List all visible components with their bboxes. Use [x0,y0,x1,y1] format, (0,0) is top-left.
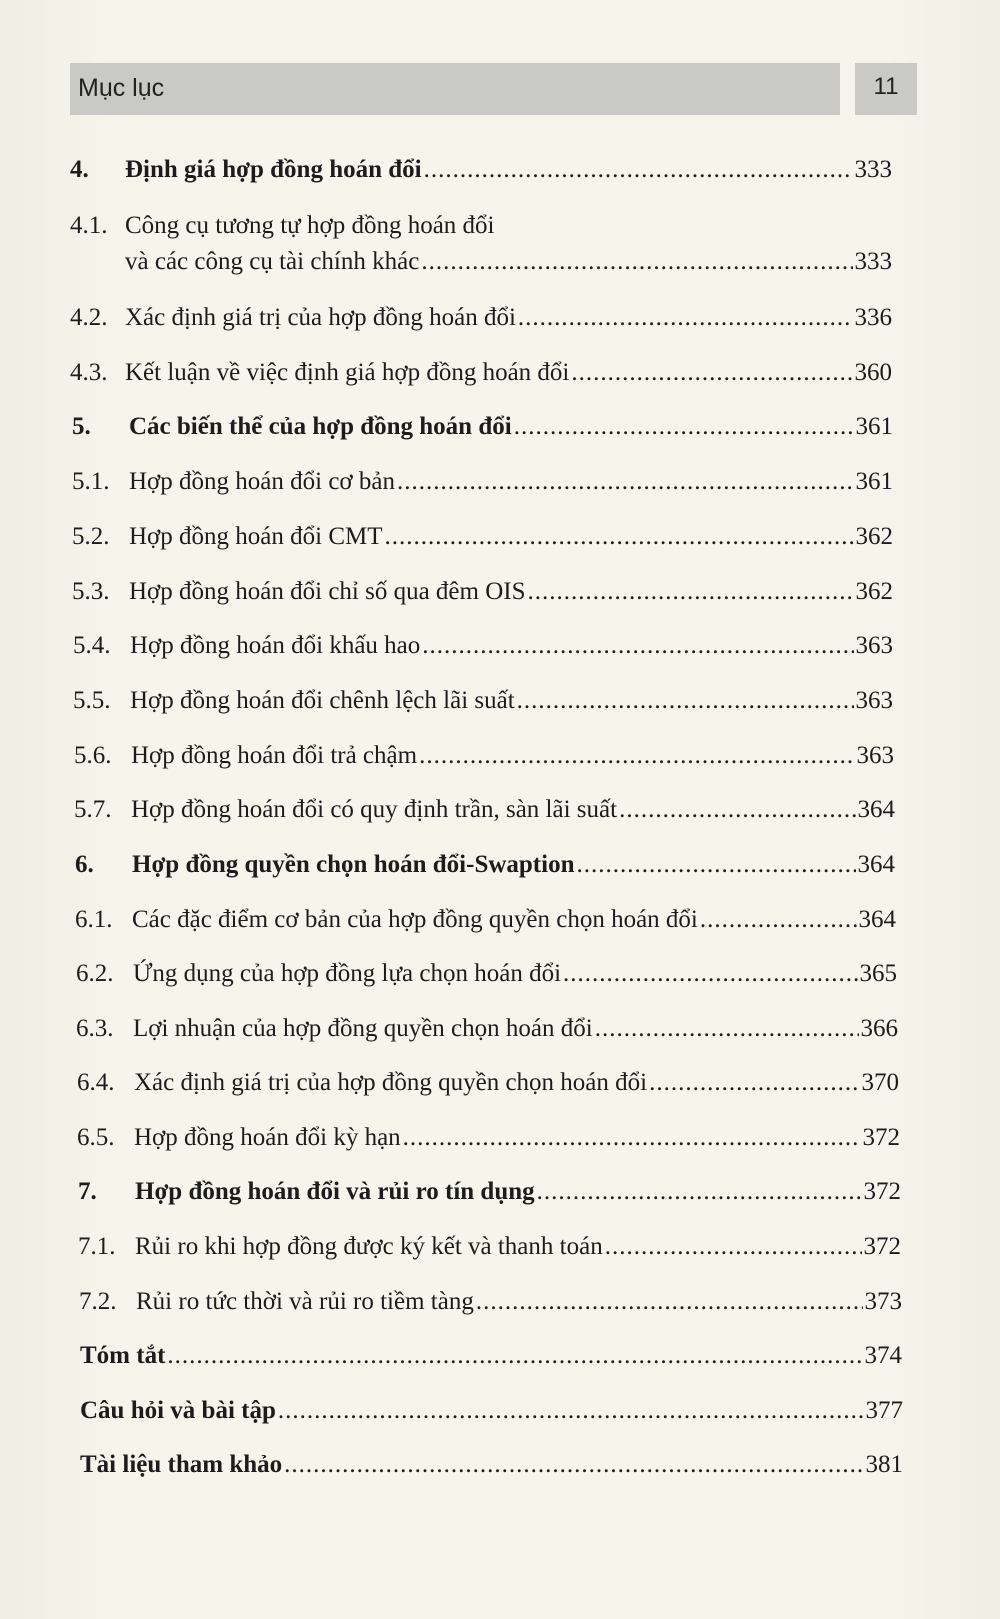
toc-subsection-row [72,466,893,498]
dot-leader [528,576,854,608]
toc-section-row [78,1176,901,1208]
toc-item-number: 7.1. [78,1233,116,1260]
toc-subsection-row [72,576,893,608]
toc-item-number: 6. [75,851,94,878]
toc-subsection-row [70,246,892,278]
toc-subsection-row [77,1122,900,1154]
toc-item-page: 372 [863,1233,901,1260]
toc-item-title: Lợi nhuận của hợp đồng quyền chọn hoán đổi [133,1015,593,1042]
toc-item-number: 5.1. [72,468,110,495]
toc-item-page: 362 [855,523,893,550]
toc-item-number: 5.3. [72,578,110,605]
toc-item-title: Xác định giá trị của hợp đồng hoán đổi [125,304,516,331]
toc-item-page: 365 [859,960,897,987]
toc-item-title: Hợp đồng hoán đổi kỳ hạn [134,1124,401,1151]
toc-item-title: Các biến thể của hợp đồng hoán đổi [129,413,512,440]
toc-subsection-row [79,1286,902,1318]
toc-section-row [72,411,893,443]
dot-leader [476,1286,863,1318]
toc-subsection-row [78,1231,901,1263]
toc-item-page: 366 [860,1015,898,1042]
toc-item-page: 362 [855,578,893,605]
toc-subsection-row [70,302,892,334]
toc-item-number: 4.2. [70,304,108,331]
dot-leader [419,740,854,772]
section-title: Mục lục [78,74,165,102]
toc-subsection-row [72,521,893,553]
dot-leader [563,958,857,990]
toc-item-page: 364 [858,906,896,933]
toc-item-title: Tài liệu tham khảo [80,1451,283,1478]
toc-subsection-row [75,904,896,936]
toc-subsection-row [77,1067,899,1099]
toc-item-page: 381 [865,1451,903,1478]
toc-item-title: Tóm tắt [80,1342,166,1369]
toc-item-page: 364 [857,796,895,823]
dot-leader [649,1067,859,1099]
toc-item-number: 6.1. [75,906,113,933]
toc-subsection-row [70,357,892,389]
toc-item-title: Hợp đồng hoán đổi cơ bản [129,468,395,495]
toc-item-page: 372 [862,1124,900,1151]
dot-leader [278,1395,864,1427]
toc-item-page: 361 [855,413,893,440]
toc-item-number: 4.3. [70,359,108,386]
toc-item-page: 360 [854,359,892,386]
toc-item-page: 333 [854,248,892,275]
toc-item-title: Rủi ro khi hợp đồng được ký kết và thanh toán [135,1233,603,1260]
toc-item-page: 363 [855,632,893,659]
dot-leader [422,630,853,662]
toc-item-title: Hợp đồng hoán đổi trả chậm [131,742,418,769]
toc-subsection-row [73,685,893,717]
toc-section-row [80,1395,903,1427]
toc-subsection-row [74,740,894,772]
dot-leader [421,246,852,278]
toc-subsection-row [73,630,893,662]
toc-item-page: 364 [857,851,895,878]
toc-item-title: Hợp đồng hoán đổi chênh lệch lãi suất [130,687,515,714]
dot-leader [424,154,853,186]
toc-item-number: 4.1. [70,212,108,239]
toc-section-row [80,1449,903,1481]
toc-section-row [80,1340,902,1372]
toc-item-number: 5.5. [73,687,111,714]
toc-item-title: Kết luận về việc định giá hợp đồng hoán đổi [125,359,570,386]
toc-subsection-row [76,1013,898,1045]
dot-leader [517,685,854,717]
toc-item-number: 6.2. [76,960,114,987]
toc-item-number: 5.4. [73,632,111,659]
dot-leader [576,849,855,881]
toc-item-page: 370 [861,1069,899,1096]
toc-item-title: Hợp đồng hoán đổi và rủi ro tín dụng [135,1178,535,1205]
dot-leader [619,794,855,826]
dot-leader [537,1176,862,1208]
toc-section-row [70,154,892,186]
toc-item-title: và các công cụ tài chính khác [125,248,420,275]
toc-item-page: 372 [863,1178,901,1205]
toc-item-title: Câu hỏi và bài tập [80,1397,276,1424]
toc-item-page: 333 [854,156,892,183]
toc-section-row [75,849,895,881]
dot-leader [571,357,852,389]
toc-item-title: Ứng dụng của hợp đồng lựa chọn hoán đổi [133,960,562,987]
toc-item-number: 5.7. [74,796,112,823]
toc-item-first-line: Công cụ tương tự hợp đồng hoán đổi [125,212,495,239]
toc-item-number: 6.4. [77,1069,115,1096]
toc-item-page: 363 [856,742,894,769]
toc-item-title: Hợp đồng hoán đổi chỉ số qua đêm OIS [129,578,526,605]
dot-leader [397,466,854,498]
toc-item-page: 336 [854,304,892,331]
dot-leader [700,904,857,936]
toc-item-number: 7. [78,1178,97,1205]
toc-item-title: Hợp đồng hoán đổi khấu hao [130,632,421,659]
dot-leader [284,1449,863,1481]
toc-item-page: 363 [855,687,893,714]
toc-item-number: 5. [72,413,91,440]
toc-item-page: 361 [855,468,893,495]
toc-item-title: Rủi ro tức thời và rủi ro tiềm tàng [136,1288,474,1315]
toc-item-title: Hợp đồng quyền chọn hoán đổi-Swaption [132,851,575,878]
toc-item-title: Hợp đồng hoán đổi CMT [129,523,383,550]
toc-item-title: Các đặc điểm cơ bản của hợp đồng quyền chọn hoán đổi [132,906,698,933]
toc-item-title: Hợp đồng hoán đổi có quy định trần, sàn lãi suất [131,796,618,823]
dot-leader [595,1013,859,1045]
toc-item-number: 5.6. [74,742,112,769]
toc-item-number: 5.2. [72,523,110,550]
toc-subsection-row [76,958,897,990]
toc-item-title: Định giá hợp đồng hoán đổi [125,156,422,183]
toc-item-page: 377 [865,1397,903,1424]
toc-item-number: 7.2. [79,1288,117,1315]
toc-item-number: 6.3. [76,1015,114,1042]
dot-leader [605,1231,862,1263]
page-number: 11 [873,73,899,100]
toc-item-number: 6.5. [77,1124,115,1151]
dot-leader [385,521,854,553]
dot-leader [518,302,853,334]
toc-item-title: Xác định giá trị của hợp đồng quyền chọn hoán đổi [134,1069,648,1096]
dot-leader [403,1122,861,1154]
toc-item-page: 374 [864,1342,902,1369]
dot-leader [514,411,854,443]
toc-subsection-row [74,794,895,826]
dot-leader [167,1340,862,1372]
toc-item-number: 4. [70,156,89,183]
toc-item-page: 373 [864,1288,902,1315]
